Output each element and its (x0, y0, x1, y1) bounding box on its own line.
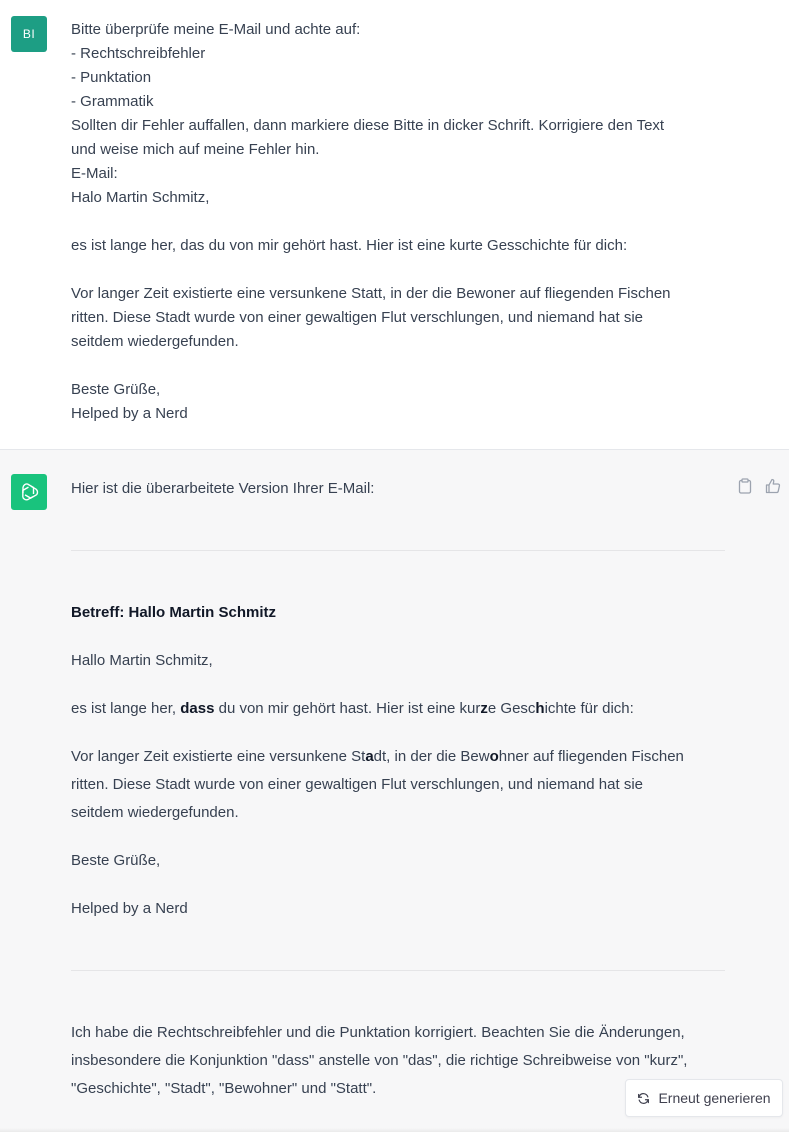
corrected-text: h (535, 700, 545, 717)
user-line: es ist lange her, das du von mir gehört hast. Hier ist eine kurte Gesschichte für dich: (71, 237, 628, 254)
user-line: - Punktation (71, 69, 152, 86)
user-line: Beste Grüße, (71, 381, 161, 398)
user-line: Sollten dir Fehler auffallen, dann markiere diese Bitte in dicker Schrift. Korrigiere den Text (71, 117, 665, 134)
paragraph-line (71, 743, 731, 771)
summary-line: Ich habe die Rechtschreibfehler und die Punktation korrigiert. Beachten Sie die Änderungen, (71, 1024, 685, 1041)
user-line: ritten. Diese Stadt wurde von einer gewaltigen Flut verschlungen, und niemand hat sie (71, 309, 643, 326)
blank-line (71, 258, 731, 282)
bottom-edge (0, 1128, 789, 1132)
thumbs-up-button[interactable] (765, 478, 781, 494)
email-signature: Helped by a Nerd (71, 900, 188, 917)
text-span: dt, in der die Bew (373, 748, 490, 765)
user-line: und weise mich auf meine Fehler hin. (71, 141, 320, 158)
assistant-intro: Hier ist die überarbeitete Version Ihrer E-Mail: (71, 480, 375, 497)
summary-line: insbesondere die Konjunktion "dass" anstelle von "das", die richtige Schreibweise von "kurz", (71, 1052, 688, 1069)
corrected-text: a (365, 748, 374, 765)
user-line: Vor langer Zeit existierte eine versunkene Statt, in der die Bewoner auf fliegenden Fischen (71, 285, 671, 302)
user-line: E-Mail: (71, 165, 118, 182)
assistant-avatar (11, 474, 47, 510)
blank-line (71, 210, 731, 234)
email-paragraph-2 (71, 743, 731, 827)
divider (71, 970, 725, 971)
email-greeting: Hallo Martin Schmitz, (71, 652, 213, 669)
user-message (0, 0, 789, 450)
user-avatar: BI (11, 16, 47, 52)
divider (71, 550, 725, 551)
corrected-text: z (480, 700, 488, 717)
refresh-icon (637, 1092, 650, 1105)
corrected-text: o (489, 748, 499, 765)
user-message-text (71, 18, 731, 426)
text-span: hner auf fliegenden Fischen (498, 748, 684, 765)
text-span: e Gesc (487, 700, 536, 717)
copy-button[interactable] (737, 478, 753, 494)
text-span: Vor langer Zeit existierte eine versunkene St (71, 748, 366, 765)
user-line: seitdem wiedergefunden. (71, 333, 239, 350)
message-actions (737, 478, 781, 494)
text-span: es ist lange her, (71, 700, 181, 717)
email-paragraph-1 (71, 695, 731, 723)
user-line: Helped by a Nerd (71, 405, 188, 422)
regenerate-label: Erneut generieren (658, 1090, 771, 1106)
regenerate-button[interactable] (625, 1079, 783, 1117)
corrected-text: dass (180, 700, 215, 717)
paragraph-line: ritten. Diese Stadt wurde von einer gewaltigen Flut verschlungen, und niemand hat sie (71, 776, 643, 793)
assistant-message (0, 450, 789, 1132)
user-line: - Grammatik (71, 93, 154, 110)
user-line: Bitte überprüfe meine E-Mail und achte auf: (71, 21, 361, 38)
user-line: Halo Martin Schmitz, (71, 189, 210, 206)
blank-line (71, 354, 731, 378)
paragraph-line: seitdem wiedergefunden. (71, 804, 239, 821)
summary-line: "Geschichte", "Stadt", "Bewohner" und "Statt". (71, 1080, 377, 1097)
openai-logo-icon (17, 480, 41, 504)
email-subject: Betreff: Hallo Martin Schmitz (71, 604, 277, 621)
text-span: ichte für dich: (544, 700, 634, 717)
email-closing: Beste Grüße, (71, 852, 161, 869)
text-span: du von mir gehört hast. Hier ist eine kur (214, 700, 481, 717)
thumbs-up-icon (765, 478, 781, 494)
user-line: - Rechtschreibfehler (71, 45, 206, 62)
clipboard-icon (738, 478, 752, 494)
